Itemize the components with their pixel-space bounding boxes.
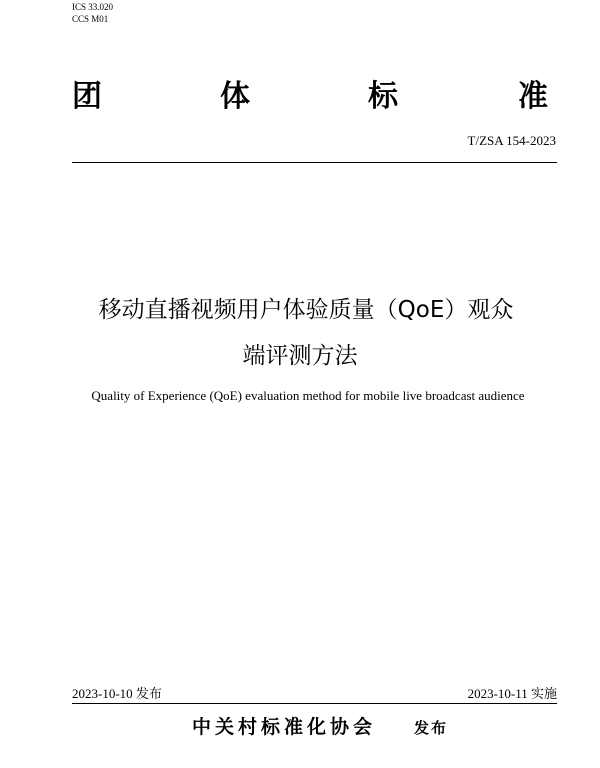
publisher-name: 中关村标准化协会 xyxy=(191,716,376,738)
doc-type-char: 准 xyxy=(518,79,548,114)
title-en: Quality of Experience (QoE) evaluation method for mobile live broadcast audience xyxy=(91,388,525,403)
bottom-divider xyxy=(72,703,557,704)
doc-type-char: 团 xyxy=(72,79,102,114)
standard-number: T/ZSA 154-2023 xyxy=(467,133,556,148)
ics-code: ICS 33.020 xyxy=(72,2,114,12)
publisher-line xyxy=(0,714,600,741)
issue-date: 2023-10-10 发布 xyxy=(72,686,162,701)
title-cn-line1: 移动直播视频用户体验质量（QoE）观众 xyxy=(98,297,514,323)
doc-type-char: 标 xyxy=(368,79,398,114)
implementation-date: 2023-10-11 实施 xyxy=(467,686,557,701)
top-divider xyxy=(72,162,557,163)
publisher-label: 发布 xyxy=(414,719,449,737)
doc-type-char: 体 xyxy=(220,79,250,114)
ccs-code: CCS M01 xyxy=(72,14,109,24)
title-cn-line2: 端评测方法 xyxy=(242,343,358,369)
